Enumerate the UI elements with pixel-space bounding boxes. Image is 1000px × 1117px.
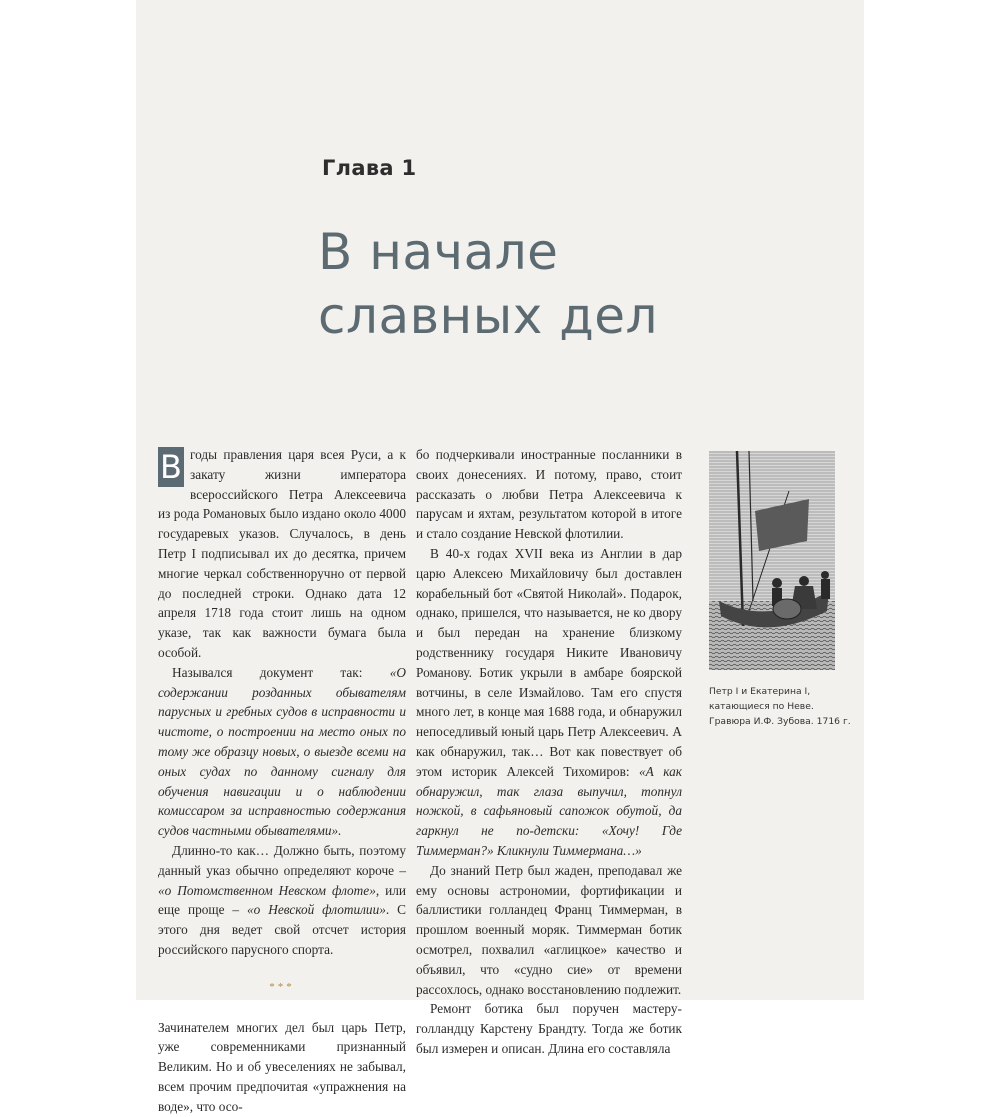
illustration-caption (709, 684, 849, 729)
paragraph: До знаний Петр был жаден, преподавал же ему основы астрономии, фортификации и баллистики голландец Франц Тиммерман, в прошлом военный моряк. Тиммерман ботик осмотрел, похвалил «аглицкое» качество и объявил, что «судно сие» от времени рассохлось, однако восстановлению подлежит. (416, 862, 682, 997)
paragraph: Зачинателем многих дел был царь Петр, уже современниками признанный Великим. Но и об увеселениях не забывал, всем прочим предпочитая «упражнения на воде», что осо- (158, 1019, 406, 1114)
caption-line: Гравюра И.Ф. Зубова. 1716 г. (709, 716, 851, 727)
chapter-label: Глава 1 (322, 156, 417, 180)
paragraph: В 40-х годах XVII века из Англии в дар царю Алексею Михайловичу был доставлен корабельный бот «Святой Николай». Подарок, однако, пришелся, что называется, не ко двору и был передан на хранение близкому родственнику государя Никите Ивановичу Романову. Ботик укрыли в амбаре боярской вотчины, в селе Измайлово. Там его спустя много лет, в конце мая 1688 года, и обнаружил непоседливый юный царь Петр Алексеевич. А как обнаружил, так… Вот как повествует об этом историк Алексей Тихомиров: «А как обнаружил, так глаза выпучил, топнул ножкой, в сафьяновый сапожок обутой, да гаркнул не по-детски: «Хочу! Где Тиммерман?» Кликнули Тиммермана…» (416, 545, 682, 858)
paragraph: Назывался документ так: «О содержании розданных обывателям парусных и гребных судов в исправности и чистоте, о построении на место оных по тому же образцу новых, о выезде всеми на оных судах по данному сигналу для обучения навигации и о наблюдении комиссаром за исправностью содержания судов частными обывателями». (158, 664, 406, 839)
drop-cap: В (158, 447, 184, 487)
title-line-1: В начале (318, 223, 559, 281)
chapter-title (318, 220, 778, 348)
paragraph: В годы правления царя всея Руси, а к закату жизни императора всероссийского Петра Алексеевича из рода Романовых было издано около 4000 государевых указов. Случалось, в день Петр I подписывал их до десятка, причем многие черкал собственноручно от первой до последней строки. Однако дата 12 апреля 1718 года стоит лишь на одном указе, так как важности бумага была особой. (158, 447, 406, 660)
section-divider: *** (269, 980, 295, 993)
paragraph: бо подчеркивали иностранные посланники в своих донесениях. И потому, право, стоит рассказать о любви Петра Алексеевича к парусам и яхтам, результатом которой в итоге и стало создание Невской флотилии. (416, 447, 682, 542)
caption-line: Петр I и Екатерина I, (709, 686, 811, 697)
text-column-left (158, 445, 406, 1117)
engraving-illustration (709, 451, 835, 670)
title-line-2: славных дел (318, 287, 658, 345)
paragraph: Длинно-то как… Должно быть, поэтому данный указ обычно определяют короче – «о Потомственном Невском флоте», или еще проще – «о Невской флотилии». С этого дня ведет свой отсчет история российского парусного спорта. (158, 842, 407, 957)
text-column-right (416, 445, 682, 1059)
caption-line: катающиеся по Неве. (709, 701, 814, 712)
engraving-image (709, 451, 835, 670)
paragraph: Ремонт ботика был поручен мастеру-голландцу Карстену Брандту. Тогда же ботик был измерен и описан. Длина его составляла (416, 1001, 682, 1056)
